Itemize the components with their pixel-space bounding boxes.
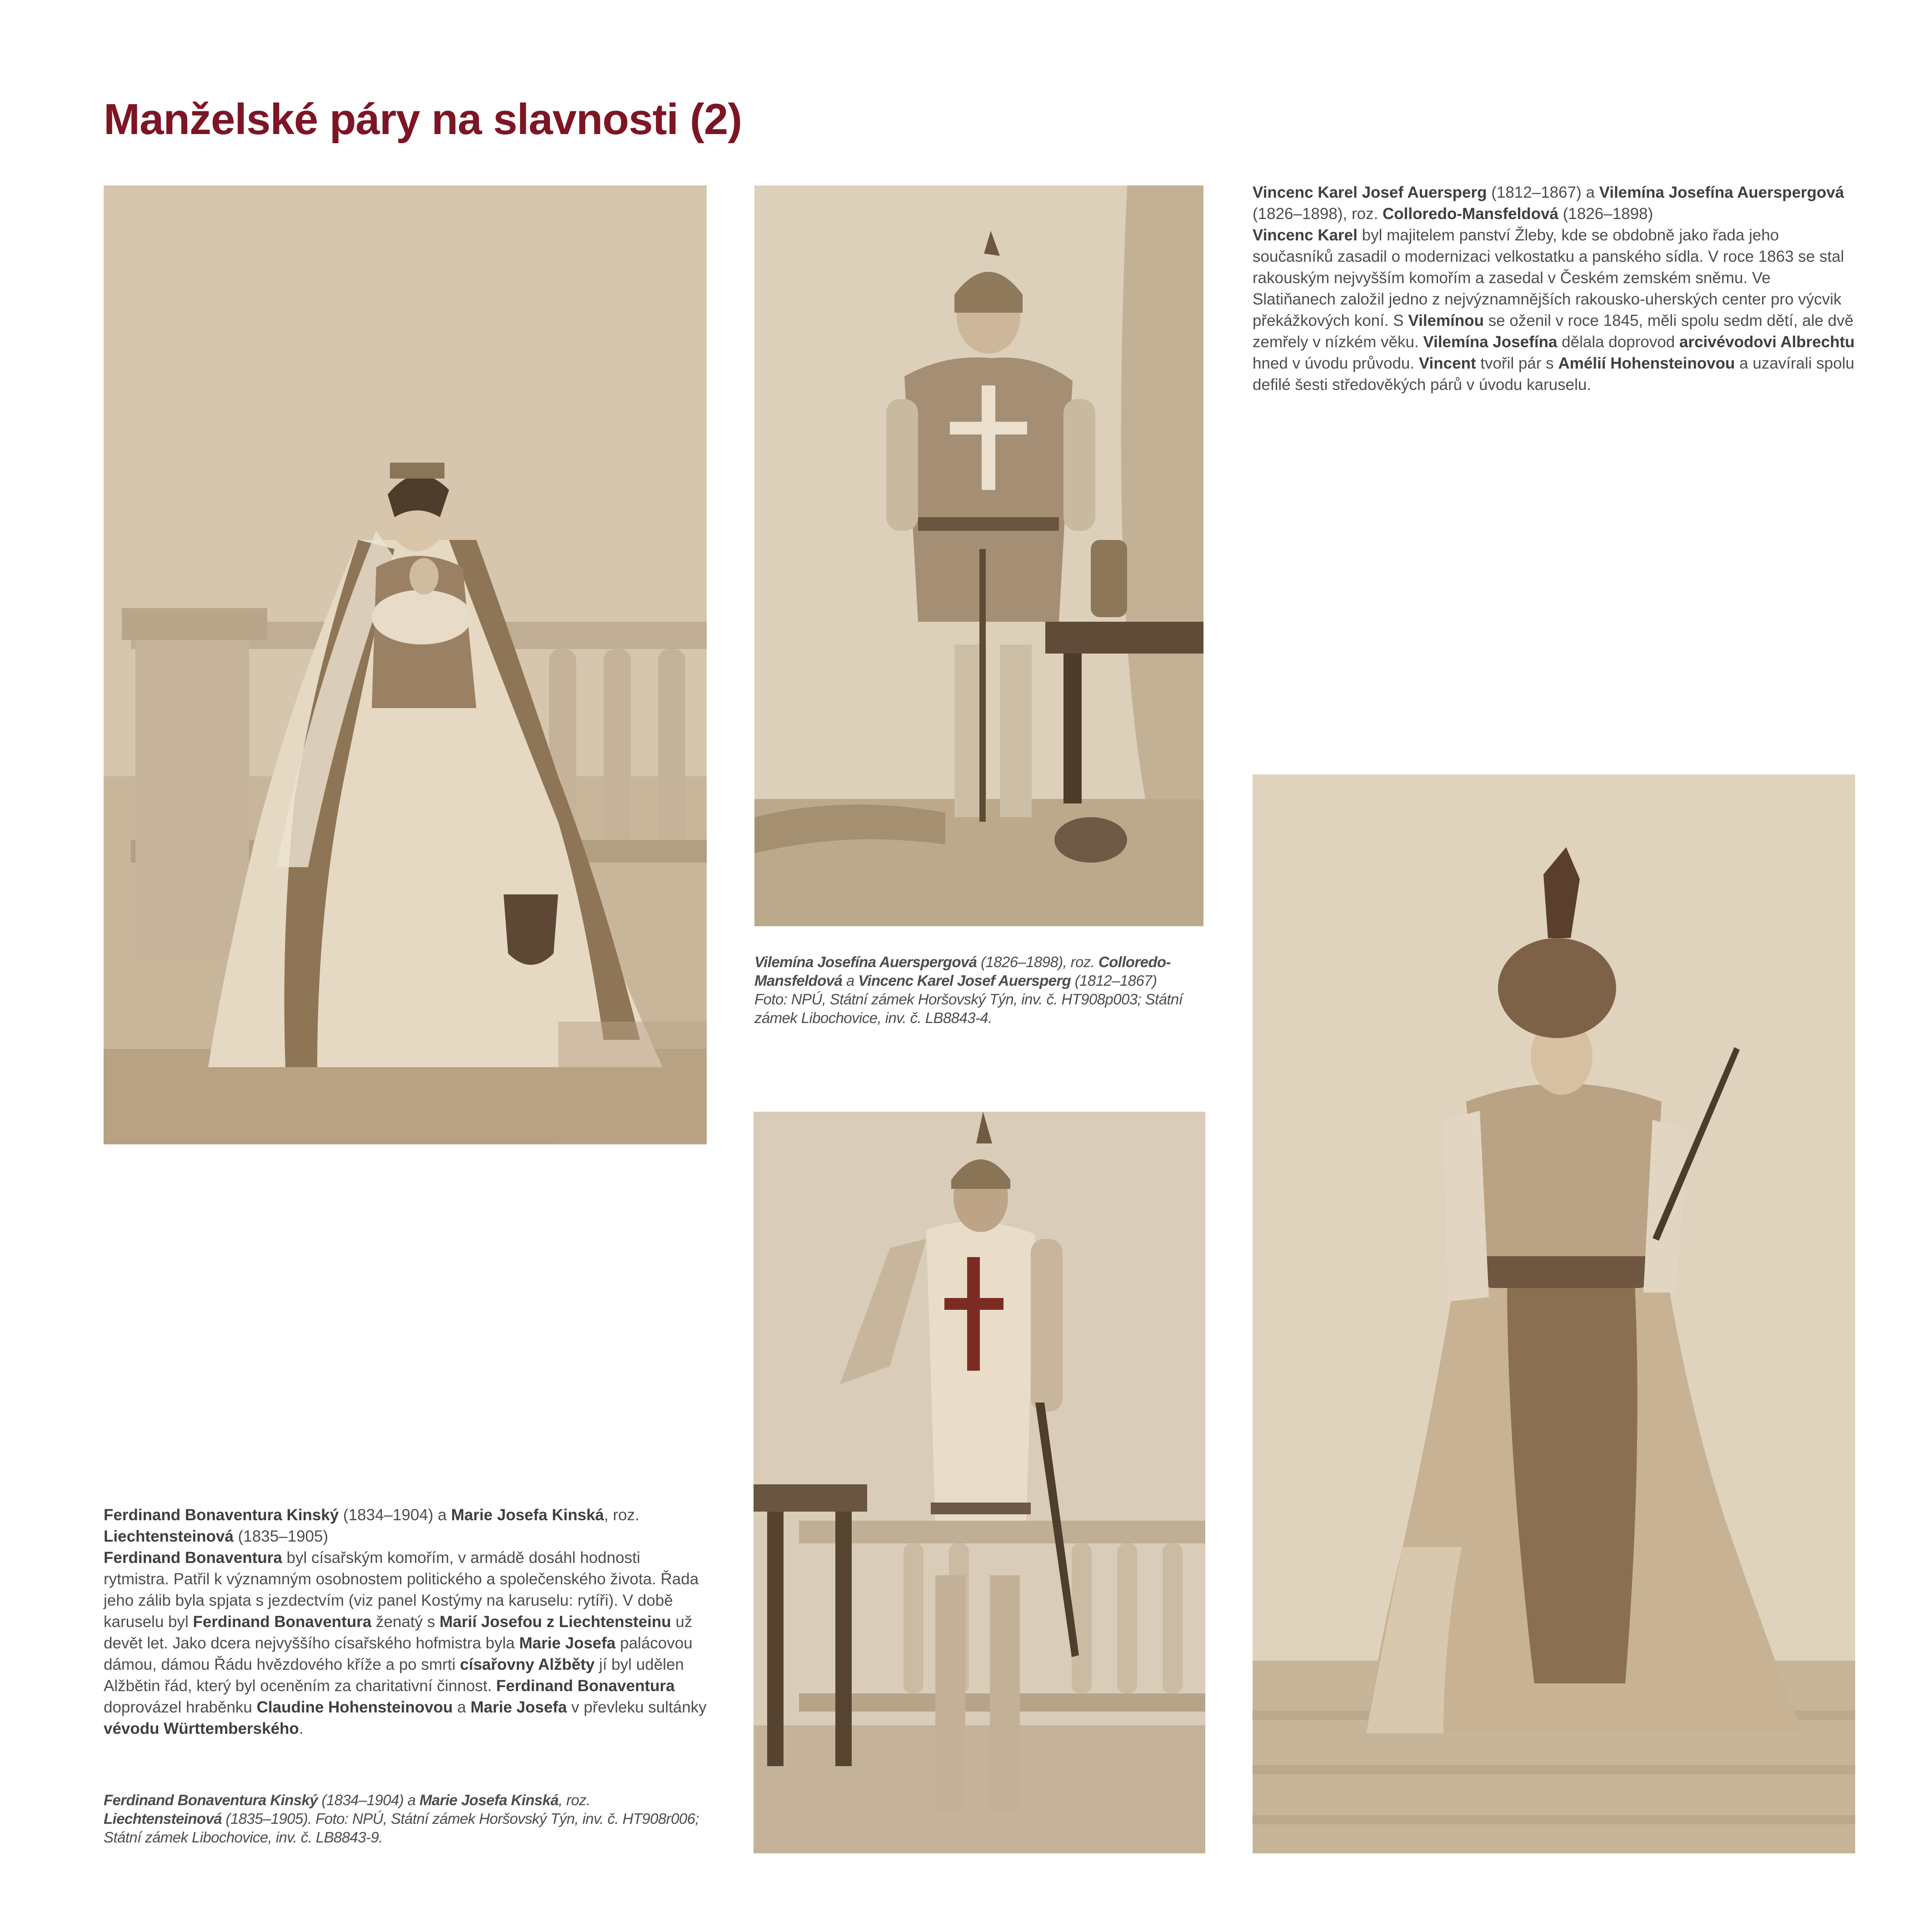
caption-kinsky: Ferdinand Bonaventura Kinský (1834–1904) a Marie Josefa Kinská, roz. Liechtensteinová (1835–1905). Foto: NPÚ, Státní zámek Horšovský Týn, inv. č. HT908r006; Státní zámek Libochovice, inv. č. LB8843-9. [104,1792,699,1846]
photo-knight-white-cross [754,185,1203,926]
bio-auersperg-body: Vincenc Karel byl majitelem panství Žleby, kde se obdobně jako řada jeho současníků zasadil o modernizaci velkostatku a panského sídla. V roce 1863 se stal rakouským nejvyšším komořím a zasedal v Českém zemském sněmu. Ve Slatiňanech založil jedno z nejvýznamnějších rakousko-uherských center pro výcvik překážkových koní. S Vilemínou se oženil v roce 1845, měli spolu sedm dětí, ale dvě zemřely v nízkém věku. Vilemína Josefína dělala doprovod arcivévodovi Albrechtu hned v úvodu průvodu. Vincent tvořil pár s Amélií Hohensteinovou a uzavírali spolu defilé šesti středověkých párů v úvodu karuselu. [1253,226,1855,394]
bio-auersperg-heading: Vincenc Karel Josef Auersperg (1812–1867) a Vilemína Josefína Auerspergová (1826–1898), roz. Colloredo-Mansfeldová (1826–1898) [1253,184,1844,223]
bio-kinsky-body: Ferdinand Bonaventura byl císařským komořím, v armádě dosáhl hodnosti rytmistra. Patřil k významným osobnostem politického a společenského života. Řada jeho zálib byla spjata s jezdectvím (viz panel Kostýmy na karuselu: rytíři). V době karuselu byl Ferdinand Bonaventura ženatý s Marií Josefou z Liechtensteinu už devět let. Jako dcera nejvyššího císařského hofmistra byla Marie Josefa palácovou dámou, dámou Řádu hvězdového kříže a po smrti císařovny Alžběty jí byl udělen Alžbětin řád, který byl oceněním za charitativní činnost. Ferdinand Bonaventura doprovázel hraběnku Claudine Hohensteinovou a Marie Josefa v převleku sultánky vévodu Württemberského. [104,1549,707,1737]
bio-kinsky [104,1504,708,1739]
knight-red-cross-illustration [754,1112,1205,1853]
photo-knight-red-cross [754,1112,1205,1853]
knight-white-cross-illustration [754,185,1203,926]
woman-medieval-dress-illustration [104,185,707,1144]
page-title: Manželské páry na slavnosti (2) [104,95,742,144]
photo-credit: Foto: NPÚ, Státní zámek Horšovský Týn, inv. č. HT908p003; Státní zámek Libochovice, inv. č. LB8843-4. [754,991,1183,1026]
bio-auersperg [1253,182,1857,395]
photo-woman-sultana-costume [1253,774,1855,1853]
photo-woman-medieval-dress [104,185,707,1144]
woman-sultana-costume-illustration [1253,774,1855,1853]
caption-auersperg: Vilemína Josefína Auerspergová (1826–1898), roz. Colloredo-Mansfeldová a Vincenc Karel Josef Auersperg (1812–1867) Foto: NPÚ, Státní zámek Horšovský Týn, inv. č. HT908p003; Státní zámek Libochovice, inv. č. LB8843-4. [754,954,1183,1026]
bio-kinsky-heading: Ferdinand Bonaventura Kinský (1834–1904) a Marie Josefa Kinská, roz. Liechtensteinová (1835–1905) [104,1506,639,1545]
